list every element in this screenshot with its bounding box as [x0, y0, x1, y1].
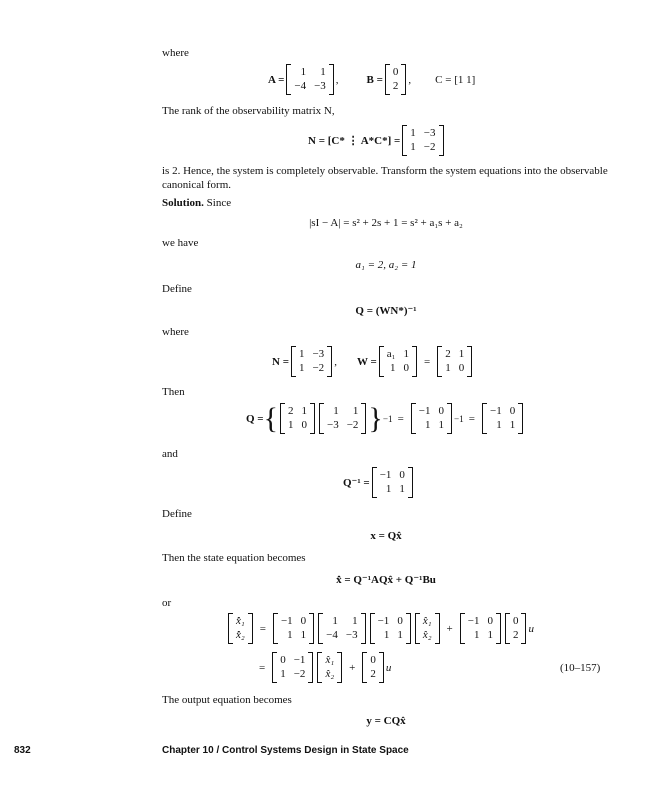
- matrix-entry: −1: [489, 405, 502, 417]
- matrix-entry: 1: [320, 66, 326, 78]
- matrix-entry: 1: [509, 419, 516, 431]
- matrix-entry: −4: [326, 629, 338, 641]
- matrix-entry: 1: [383, 629, 390, 641]
- matrix-entry: −3: [314, 80, 326, 92]
- matrix-entry: 0: [512, 615, 519, 627]
- text-hence: is 2. Hence, the system is completely observable. Transform the system equations into the observable canonical form.: [162, 165, 608, 191]
- label-W: W =: [356, 355, 377, 368]
- matrix-entry: 0: [370, 654, 376, 666]
- matrix-entry: −1: [280, 615, 293, 627]
- matrix-entry: 1: [410, 127, 416, 139]
- matrix-entry: −1: [379, 469, 392, 481]
- text-define-2: Define: [162, 508, 192, 520]
- label-N-observability: N = [C* ⋮ A*C*] =: [308, 135, 401, 147]
- matrix-entry: −2: [346, 419, 359, 431]
- matrix-entry: 1: [403, 348, 409, 360]
- matrix-N: [402, 125, 443, 156]
- equation-observability-matrix: [308, 125, 446, 156]
- equation-expanded-line-2: = 0 −1 1 −2 x̂₁ x̂₂ + 0 2 u: [254, 652, 391, 683]
- matrix-entry: 0: [438, 405, 445, 417]
- equation-state-transformed: x̂̇ = Q⁻¹AQx̂ + Q⁻¹Bu: [336, 574, 436, 586]
- matrix-entry: 0: [399, 469, 405, 481]
- matrix-entry: x̂₁: [325, 654, 335, 666]
- matrix-entry: −2: [312, 362, 325, 374]
- text-where-1: where: [162, 47, 189, 59]
- matrix-entry: x̂₁: [422, 615, 432, 627]
- matrix-entry: 0: [392, 66, 399, 78]
- equation-Q-computation: Q = { 2 1 1 0 1 1 −3 −2 } −1 = −1 0 1 1 −1 = −1 0 1 1: [246, 403, 525, 434]
- text-define-1: Define: [162, 283, 192, 295]
- matrix-Q-inverse-a: [273, 613, 314, 644]
- text-we-have: we have: [162, 237, 199, 249]
- label-C: C = [1 1]: [435, 73, 476, 86]
- matrix-N-transpose: [319, 403, 366, 434]
- matrix-entry: a₁: [386, 348, 396, 360]
- matrix-entry: −1: [467, 615, 480, 627]
- matrix-entry: −3: [326, 419, 339, 431]
- matrix-entry: x̂̇₁: [236, 615, 245, 627]
- matrix-W-symbolic: [379, 346, 417, 377]
- input-u-b: u: [385, 661, 392, 674]
- matrix-entry: 0: [280, 654, 286, 666]
- matrix-entry: 0: [403, 362, 409, 374]
- matrix-entry: 1: [438, 419, 445, 431]
- equation-N-W: N = 1 −3 1 −2 , W = a₁ 1 1 0 = 2 1 1 0: [272, 346, 474, 377]
- matrix-entry: 1: [458, 348, 465, 360]
- matrix-entry: 0: [458, 362, 465, 374]
- text-then-state: Then the state equation becomes: [162, 552, 306, 564]
- vector-B: [505, 613, 527, 644]
- matrix-entry: 1: [287, 419, 294, 431]
- matrix-entry: 1: [410, 141, 416, 153]
- matrix-entry: 0: [397, 615, 403, 627]
- matrix-W-factor: [280, 403, 315, 434]
- matrix-entry: 0: [300, 615, 307, 627]
- text-or: or: [162, 597, 172, 609]
- matrix-entry: 1: [332, 615, 338, 627]
- matrix-entry: 1: [445, 362, 451, 374]
- matrix-entry: 1: [298, 348, 305, 360]
- matrix-entry: 1: [425, 419, 431, 431]
- page-number: 832: [14, 745, 31, 756]
- vector-xdot: [228, 613, 253, 644]
- matrix-entry: −3: [423, 127, 436, 139]
- matrix-entry: 1: [298, 362, 305, 374]
- equation-x-definition: x = Qx̂: [370, 530, 402, 542]
- matrix-Q-a: [370, 613, 411, 644]
- equation-number: (10–157): [560, 662, 601, 674]
- matrix-entry: 1: [397, 629, 403, 641]
- matrix-entry: 0: [509, 405, 516, 417]
- running-footer: Chapter 10 / Control Systems Design in State Space: [162, 745, 409, 756]
- matrix-entry: 0: [301, 419, 307, 431]
- equation-Q-definition: Q = (WN*)⁻¹: [355, 305, 417, 317]
- matrix-entry: 2: [287, 405, 294, 417]
- equation-output: y = CQx̂: [366, 715, 406, 727]
- equation-Q-inverse: [343, 467, 415, 498]
- matrix-entry: x̂₂: [325, 668, 335, 680]
- matrix-entry: 1: [473, 629, 480, 641]
- matrix-entry: 1: [399, 483, 405, 495]
- text-then: Then: [162, 386, 185, 398]
- matrix-entry: 1: [385, 483, 392, 495]
- text-solution: [162, 196, 610, 210]
- vector-B-canonical: [362, 652, 384, 683]
- matrix-entry: 1: [496, 419, 502, 431]
- label-N: N =: [272, 355, 289, 368]
- matrix-Q: [482, 403, 523, 434]
- matrix-entry: −2: [293, 668, 306, 680]
- text-where-2: where: [162, 326, 189, 338]
- matrix-A: [286, 64, 333, 95]
- equation-expanded-line-1: x̂̇₁ x̂̇₂ = −1 0 1 1 1 1 −4 −3 −1 0 1 1 x̂₁ x̂₂ + −1 0 1 1 0 2 u: [226, 613, 534, 644]
- matrix-N-2: [291, 346, 332, 377]
- solution-since: Since: [206, 197, 232, 209]
- matrix-entry: −1: [418, 405, 431, 417]
- matrix-entry: 0: [487, 615, 493, 627]
- matrix-entry: −3: [345, 629, 358, 641]
- equation-characteristic: |sI − A| = s² + 2s + 1 = s² + a₁s + a₂: [309, 217, 463, 229]
- matrix-entry: 1: [352, 405, 359, 417]
- input-u-a: u: [528, 622, 534, 635]
- matrix-entry: 1: [287, 629, 293, 641]
- matrix-entry: 1: [352, 615, 358, 627]
- matrix-entry: 1: [389, 362, 396, 374]
- solution-label: Solution.: [162, 197, 204, 209]
- matrix-entry: x̂₂: [422, 629, 432, 641]
- vector-xhat-b: [317, 652, 342, 683]
- matrix-W-numeric: [437, 346, 472, 377]
- equation-system-matrices: A = 1 1 −4 −3 , B = 0 2 , C = [1 1]: [268, 64, 475, 95]
- matrix-entry: 1: [333, 405, 339, 417]
- matrix-entry: −1: [377, 615, 390, 627]
- matrix-entry: 1: [300, 66, 307, 78]
- matrix-entry: 1: [487, 629, 493, 641]
- label-B: B =: [366, 73, 383, 86]
- matrix-entry: −3: [312, 348, 325, 360]
- matrix-entry: 2: [370, 668, 376, 680]
- matrix-A-repeat: [318, 613, 365, 644]
- matrix-B: [385, 64, 407, 95]
- text-output-eq: The output equation becomes: [162, 694, 292, 706]
- matrix-entry: 1: [280, 668, 286, 680]
- matrix-entry: 1: [301, 405, 307, 417]
- matrix-entry: 2: [512, 629, 519, 641]
- text-rank: The rank of the observability matrix N,: [162, 105, 335, 117]
- matrix-entry: x̂̇₂: [236, 629, 245, 641]
- matrix-Q-inverse: [372, 467, 413, 498]
- label-Q-inverse: Q⁻¹ =: [343, 477, 370, 489]
- matrix-entry: −2: [423, 141, 436, 153]
- matrix-entry: −4: [294, 80, 307, 92]
- label-A: A =: [268, 73, 285, 86]
- matrix-entry: 2: [445, 348, 451, 360]
- label-Q: Q =: [246, 412, 264, 425]
- matrix-entry: −1: [293, 654, 306, 666]
- vector-xhat-a: [415, 613, 440, 644]
- matrix-product: [411, 403, 452, 434]
- matrix-entry: 2: [392, 80, 399, 92]
- matrix-Q-inverse-b: [460, 613, 501, 644]
- matrix-A-canonical: [272, 652, 313, 683]
- equation-coefficients: a₁ = 2, a₂ = 1: [355, 259, 417, 271]
- matrix-entry: 1: [300, 629, 307, 641]
- text-and: and: [162, 448, 178, 460]
